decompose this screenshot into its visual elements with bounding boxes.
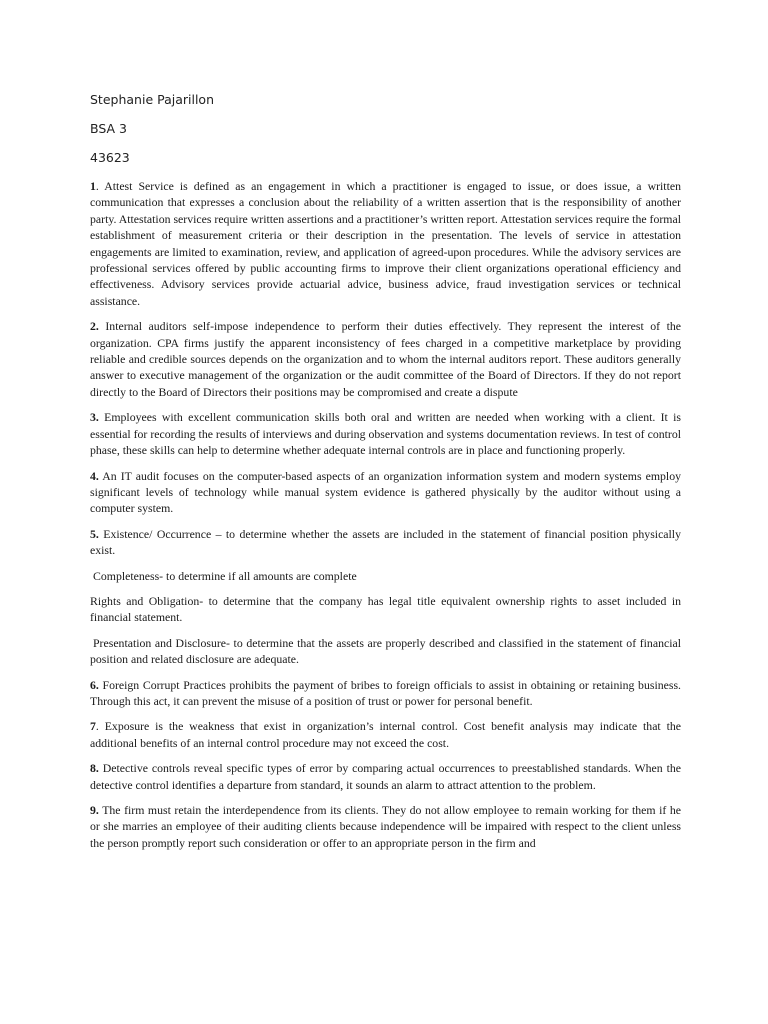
paragraph-2	[90, 318, 681, 400]
paragraph-text: . Attest Service is defined as an engagement in which a practitioner is engaged to issue, or does issue, a written communication that expresses a conclusion about the reliability of a written assertion that is the responsibility of another party. Attestation services require written assertions and a practitioner’s written report. Attestation services require the formal establishment of measurement criteria or their description in the presentation. The levels of service in attestation engagements are limited to examination, review, and application of agreed-upon procedures. While the advisory services are professional services offered by public accounting firms to improve their client organizations operational efficiency and effectiveness. Advisory services provide actuarial advice, business advice, fraud investigation services or technical assistance.	[90, 179, 681, 308]
paragraph-text: Internal auditors self-impose independence to perform their duties effectively. They represent the interest of the organization. CPA firms justify the apparent inconsistency of fees charged in a competitive marketplace by providing reliable and credible sources depends on the organization and to whom the internal auditors report. These auditors generally answer to executive management of the organization or the audit committee of the Board of Directors. If they do not report directly to the Board of Directors their positions may be compromised and create a dispute	[90, 319, 681, 399]
paragraph-number: 7	[90, 719, 96, 734]
paragraph-number: 4.	[90, 468, 99, 483]
paragraph-completeness	[90, 568, 681, 584]
paragraph-text: An IT audit focuses on the computer-based aspects of an organization information system and modern systems employ significant levels of technology while manual system evidence is gathered physically by the auditor without using a computer system.	[90, 468, 681, 516]
paragraph-presentation	[90, 635, 681, 668]
paragraph-text: Rights and Obligation- to determine that the company has legal title equivalent ownership rights to asset included in financial statement.	[90, 593, 681, 625]
paragraph-9	[90, 802, 681, 851]
paragraph-text: Presentation and Disclosure- to determine that the assets are properly described and classified in the statement of financial position and related disclosure are adequate.	[90, 635, 681, 667]
paragraph-text: The firm must retain the interdependence from its clients. They do not allow employee to remain working for them if he or she marries an employee of their auditing clients because independence will be impaired with respect to the client unless the person promptly report such consideration or offer to an appropriate person in the firm and	[90, 803, 681, 850]
paragraph-number: 1	[90, 179, 96, 193]
paragraph-7	[90, 718, 681, 751]
paragraph-rights	[90, 593, 681, 626]
paragraph-number: 6.	[90, 677, 99, 692]
paragraph-8	[90, 760, 681, 793]
paragraph-number: 8.	[90, 761, 99, 776]
paragraph-6	[90, 677, 681, 710]
paragraph-text: Completeness- to determine if all amounts are complete	[93, 568, 357, 583]
paragraph-text: Existence/ Occurrence – to determine whether the assets are included in the statement of financial position physically exist.	[90, 526, 681, 558]
student-number: 43623	[90, 150, 130, 165]
paragraph-1	[90, 178, 681, 309]
paragraph-number: 2.	[90, 319, 99, 334]
paragraph-number: 3.	[90, 410, 99, 425]
paragraph-text: Foreign Corrupt Practices prohibits the payment of bribes to foreign officials to assist in obtaining or retaining business. Through this act, it can prevent the misuse of a position of trust or power for personal benefit.	[90, 677, 681, 708]
paragraph-text: Employees with excellent communication skills both oral and written are needed when working with a client. It is essential for recording the results of interviews and during observation and systems documentation reviews. In test of control phase, these skills can help to determine whether adequate internal controls are in place and functioning properly.	[90, 410, 681, 458]
paragraph-text: . Exposure is the weakness that exist in organization’s internal control. Cost benefit analysis may indicate that the additional benefits of an internal control procedure may not exceed the cost.	[90, 719, 681, 750]
paragraph-5	[90, 526, 681, 559]
author-section: BSA 3	[90, 121, 127, 136]
paragraph-3	[90, 409, 681, 458]
paragraph-number: 5.	[90, 526, 99, 541]
paragraph-text: Detective controls reveal specific types of error by comparing actual occurrences to preestablished standards. When the detective control identifies a departure from standard, it sounds an alarm to attract attention to the problem.	[90, 761, 681, 792]
paragraph-number: 9.	[90, 803, 99, 817]
author-name: Stephanie Pajarillon	[90, 92, 214, 107]
paragraph-4	[90, 468, 681, 517]
